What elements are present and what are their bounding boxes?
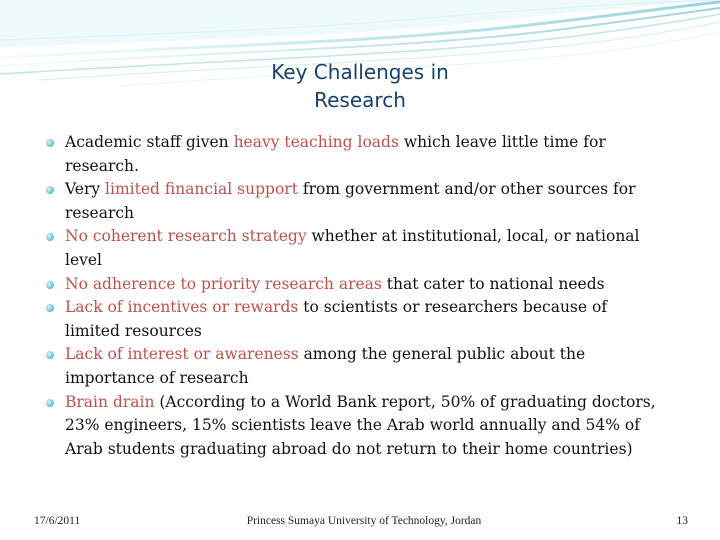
footer-institution: Princess Sumaya University of Technology, Jordan (246, 515, 482, 527)
slide-title (0, 58, 720, 114)
page-number: 13 (676, 515, 688, 527)
bullet-dot-icon (46, 399, 54, 407)
bullet-highlight: Lack of incentives or rewards (65, 298, 299, 317)
bullet-dot-icon (46, 139, 54, 147)
bullet-item: No coherent research strategy whether at institutional, local, or national level (44, 225, 664, 272)
slide-title-line-2: Research (314, 88, 406, 112)
challenges-bullet-list (44, 131, 664, 461)
bullet-item: Lack of interest or awareness among the general public about the importance of research (44, 343, 664, 390)
slide-title-line-1: Key Challenges in (271, 60, 449, 84)
bullet-item: No adherence to priority research areas that cater to national needs (44, 273, 664, 297)
bullet-item: Very limited financial support from government and/or other sources for research (44, 178, 664, 225)
bullet-highlight: Lack of interest or awareness (65, 345, 299, 364)
bullet-highlight: heavy teaching loads (233, 133, 399, 151)
bullet-highlight: limited financial support (105, 180, 298, 199)
bullet-item: Academic staff given heavy teaching loads which leave little time for research. (44, 131, 664, 178)
bullet-dot-icon (46, 186, 54, 194)
bullet-highlight: No coherent research strategy (65, 227, 307, 246)
bullet-highlight: No adherence to priority research areas (65, 274, 382, 293)
bullet-item: Brain drain (According to a World Bank report, 50% of graduating doctors, 23% engineers, 15% scientists leave the Arab world annually and 54% of Arab students graduating abroad do not return to their home countries) (44, 391, 664, 462)
bullet-dot-icon (46, 304, 54, 312)
bullet-dot-icon (46, 233, 54, 241)
bullet-dot-icon (46, 351, 54, 359)
bullet-item: Lack of incentives or rewards to scientists or researchers because of limited resources (44, 296, 664, 343)
footer-date: 17/6/2011 (34, 515, 81, 527)
bullet-dot-icon (46, 281, 54, 289)
bullet-highlight: Brain drain (65, 392, 155, 411)
